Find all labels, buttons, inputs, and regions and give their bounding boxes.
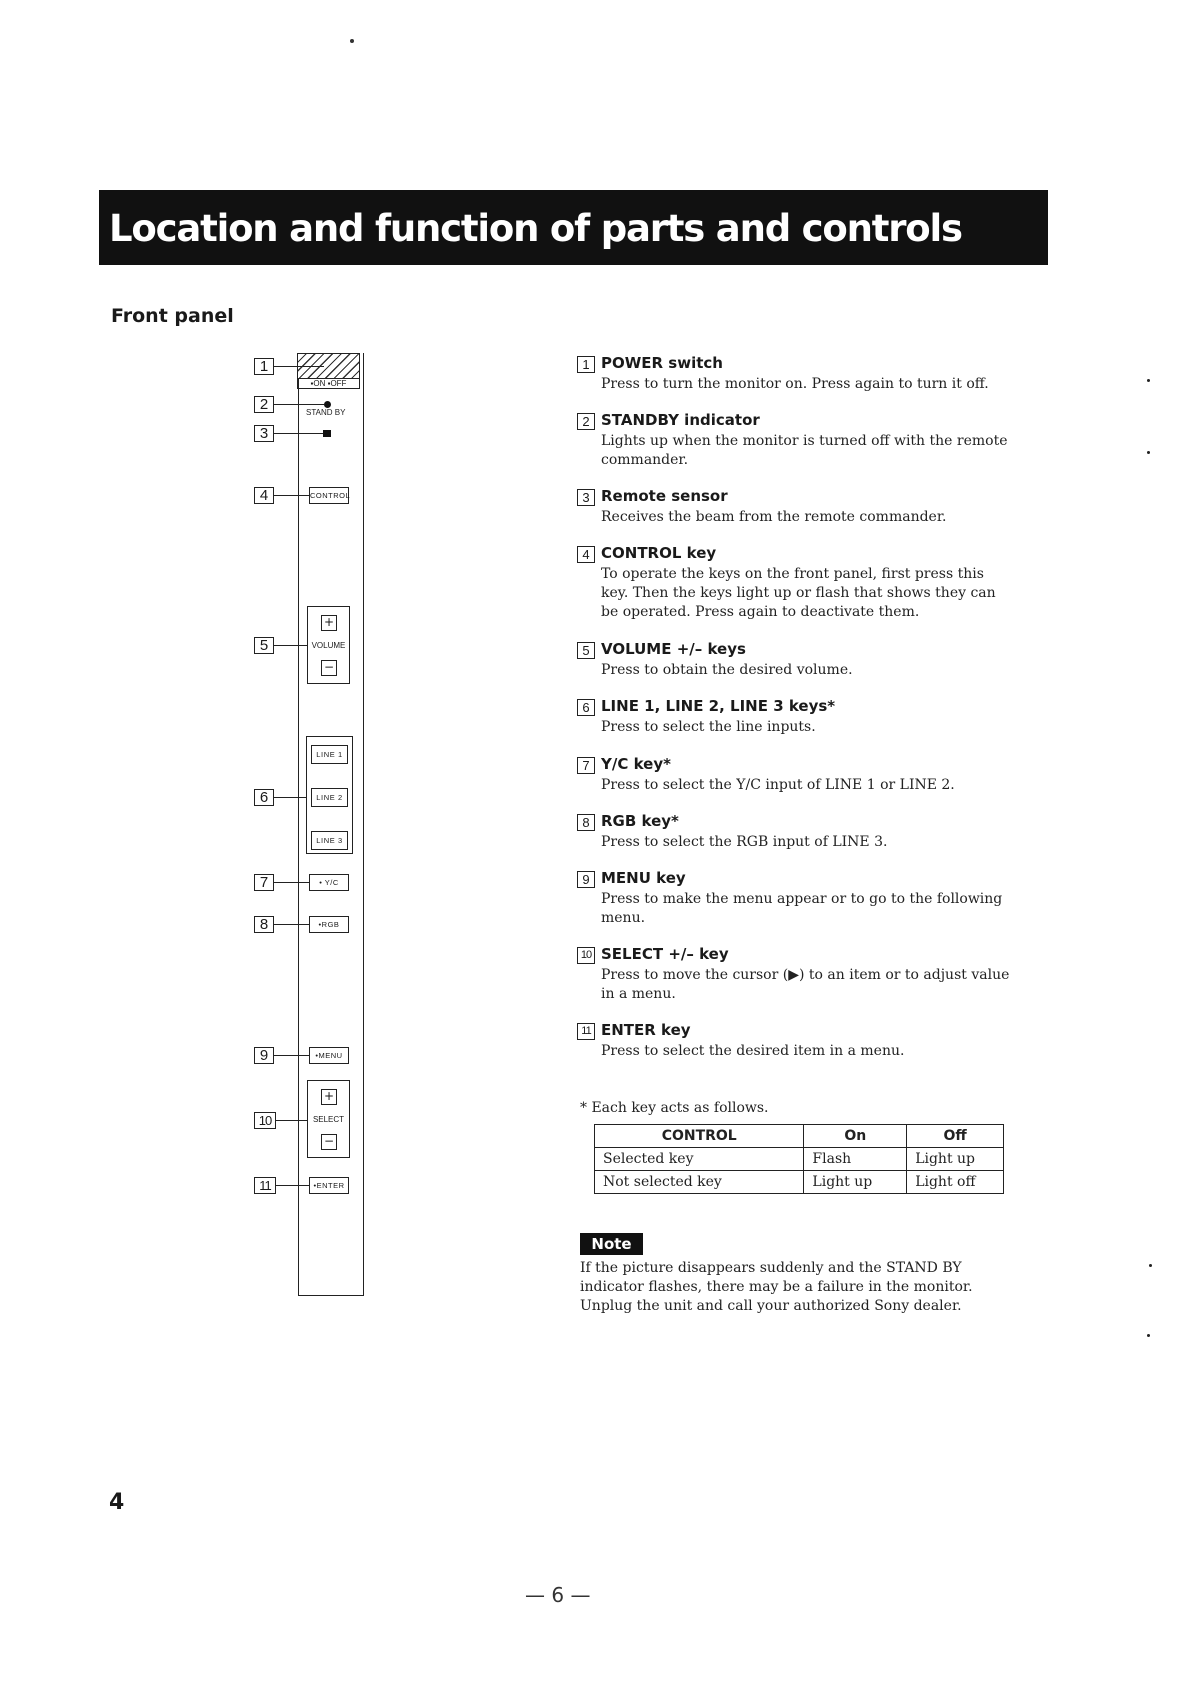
key-behavior-table	[594, 1124, 1004, 1194]
table-header: Off	[907, 1125, 1004, 1148]
leader-line	[274, 366, 324, 367]
menu-key: •MENU	[309, 1047, 349, 1064]
callout-4: 4	[254, 487, 274, 504]
footnote: * Each key acts as follows.	[580, 1100, 769, 1116]
item-number: 5	[577, 642, 595, 659]
callout-5: 5	[254, 637, 274, 654]
table-row	[595, 1148, 1004, 1171]
leader-line	[274, 1055, 309, 1056]
leader-line	[276, 1185, 309, 1186]
page-title: Location and function of parts and controls	[109, 207, 962, 250]
item-number: 6	[577, 699, 595, 716]
standby-label: STAND BY	[306, 408, 346, 417]
leader-line	[274, 924, 309, 925]
item-number: 10	[577, 947, 595, 964]
note-badge: Note	[580, 1233, 643, 1255]
item-number: 9	[577, 871, 595, 888]
item-title: Y/C key*	[601, 755, 671, 773]
item-number: 1	[577, 356, 595, 373]
table-cell: Light up	[804, 1171, 907, 1194]
item-description: To operate the keys on the front panel, first press this key. Then the keys light up or flash that shows they can be operated. Press again to deactivate them.	[601, 566, 996, 620]
select-keys	[307, 1080, 350, 1158]
section-title: Front panel	[111, 305, 234, 327]
item-number: 3	[577, 489, 595, 506]
table-header-row	[595, 1125, 1004, 1148]
rgb-key: •RGB	[309, 916, 349, 933]
leader-line	[276, 1120, 307, 1121]
callout-8: 8	[254, 916, 274, 933]
item-number: 8	[577, 814, 595, 831]
item-title: VOLUME +/– keys	[601, 640, 746, 658]
item-number: 7	[577, 757, 595, 774]
table-header: CONTROL	[595, 1125, 804, 1148]
item-number: 4	[577, 546, 595, 563]
select-minus: −	[321, 1134, 337, 1150]
leader-line	[274, 797, 306, 798]
item-description: Press to select the RGB input of LINE 3.	[601, 834, 888, 850]
leader-line	[274, 645, 307, 646]
item-description: Press to select the desired item in a menu.	[601, 1043, 905, 1059]
title-bar	[99, 190, 1048, 265]
page-number: 4	[109, 1490, 125, 1515]
leader-line	[274, 433, 323, 434]
item-description: Press to make the menu appear or to go to the following menu.	[601, 891, 1003, 926]
item-title: POWER switch	[601, 354, 723, 372]
table-row	[595, 1171, 1004, 1194]
table-cell: Light off	[907, 1171, 1004, 1194]
item-number: 2	[577, 413, 595, 430]
control-key: CONTROL	[309, 487, 349, 504]
on-off-label: ▪ON ▪OFF	[297, 378, 360, 389]
table-cell: Not selected key	[595, 1171, 804, 1194]
item-title: ENTER key	[601, 1021, 691, 1039]
item-title: Remote sensor	[601, 487, 728, 505]
callout-10: 10	[254, 1112, 276, 1129]
item-description: Receives the beam from the remote commander.	[601, 509, 947, 525]
callout-1: 1	[254, 358, 274, 375]
callout-3: 3	[254, 425, 274, 442]
line1-key: LINE 1	[311, 745, 348, 764]
volume-keys	[307, 606, 350, 684]
enter-key: •ENTER	[309, 1177, 349, 1194]
table-cell: Light up	[907, 1148, 1004, 1171]
table-cell: Flash	[804, 1148, 907, 1171]
table-header: On	[804, 1125, 907, 1148]
select-plus: +	[321, 1089, 337, 1105]
item-title: CONTROL key	[601, 544, 717, 562]
remote-sensor-graphic	[323, 430, 331, 437]
note-text: If the picture disappears suddenly and the STAND BY indicator flashes, there may be a failure in the monitor. Unplug the unit and call your authorized Sony dealer.	[580, 1260, 973, 1314]
print-speck	[1149, 1264, 1152, 1267]
leader-line	[274, 495, 309, 496]
yc-key: • Y/C	[309, 874, 349, 891]
callout-6: 6	[254, 789, 274, 806]
print-speck	[1147, 451, 1150, 454]
callout-11: 11	[254, 1177, 276, 1194]
item-number: 11	[577, 1023, 595, 1040]
volume-minus: −	[321, 660, 337, 676]
item-description: Press to move the cursor (▶) to an item or to adjust value in a menu.	[601, 967, 1010, 1002]
print-speck	[1147, 1334, 1150, 1337]
volume-plus: +	[321, 615, 337, 631]
leader-line	[274, 882, 309, 883]
item-title: MENU key	[601, 869, 686, 887]
line-keys	[306, 736, 353, 854]
table-cell: Selected key	[595, 1148, 804, 1171]
line2-key: LINE 2	[311, 788, 348, 807]
item-description: Press to obtain the desired volume.	[601, 662, 853, 678]
leader-line	[274, 404, 324, 405]
select-label: SELECT	[312, 1115, 345, 1124]
page-footer: — 6 —	[525, 1583, 591, 1607]
item-description: Press to select the Y/C input of LINE 1 or LINE 2.	[601, 777, 955, 793]
volume-label: VOLUME	[311, 641, 346, 650]
item-title: LINE 1, LINE 2, LINE 3 keys*	[601, 697, 836, 715]
item-description: Press to turn the monitor on. Press again to turn it off.	[601, 376, 989, 392]
line3-key: LINE 3	[311, 831, 348, 850]
print-speck	[350, 39, 354, 43]
item-description: Lights up when the monitor is turned off with the remote commander.	[601, 433, 1008, 468]
item-title: RGB key*	[601, 812, 679, 830]
callout-9: 9	[254, 1047, 274, 1064]
item-description: Press to select the line inputs.	[601, 719, 816, 735]
print-speck	[1147, 379, 1150, 382]
item-title: SELECT +/– key	[601, 945, 729, 963]
item-title: STANDBY indicator	[601, 411, 760, 429]
callout-7: 7	[254, 874, 274, 891]
callout-2: 2	[254, 396, 274, 413]
standby-led	[324, 401, 331, 408]
